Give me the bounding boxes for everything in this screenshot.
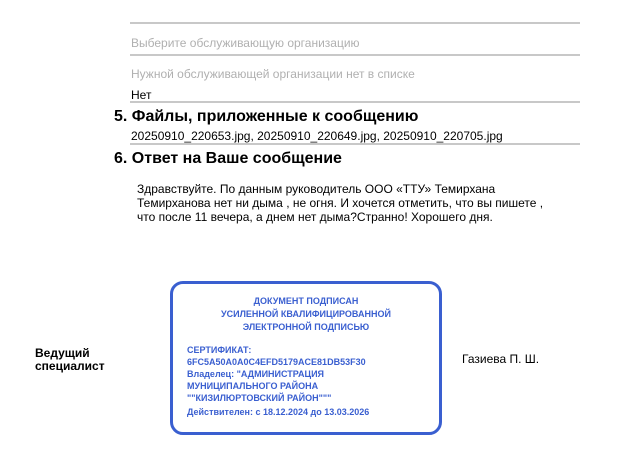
org-missing-field-label: Нужной обслуживающей организации нет в списке [131, 67, 415, 81]
files-underline [130, 143, 580, 145]
signer-position [35, 347, 105, 373]
stamp-title [173, 295, 439, 334]
stamp-certificate [187, 344, 366, 368]
electronic-signature-stamp [170, 281, 442, 435]
stamp-cert-label: СЕРТИФИКАТ: [187, 345, 252, 355]
stamp-title-line2: УСИЛЕННОЙ КВАЛИФИЦИРОВАННОЙ [221, 309, 391, 319]
stamp-cert-value: 6FC5A50A0A0C4EFD5179ACE81DB53F30 [187, 357, 366, 367]
stamp-owner-line2: МУНИЦИПАЛЬНОГО РАЙОНА [187, 381, 319, 391]
stamp-title-line3: ЭЛЕКТРОННОЙ ПОДПИСЬЮ [242, 322, 370, 332]
files-section-heading: 5. Файлы, приложенные к сообщению [114, 108, 419, 125]
signer-position-line2: специалист [35, 359, 105, 373]
stamp-title-line1: ДОКУМЕНТ ПОДПИСАН [253, 296, 359, 306]
answer-text: Здравствуйте. По данным руководитель ООО «ТТУ» Темирхана Темирханова нет ни дыма , не огня. И хочется отметить, что вы пишете , что после 11 вечера, а днем нет дыма?Странно! Хорошего дня. [137, 182, 544, 224]
stamp-owner-line3: ""КИЗИЛЮРТОВСКИЙ РАЙОН""" [187, 393, 332, 403]
org-select-underline [130, 54, 580, 56]
stamp-owner [187, 368, 331, 404]
signer-position-line1: Ведущий [35, 346, 90, 360]
answer-section-heading: 6. Ответ на Ваше сообщение [114, 150, 342, 167]
org-missing-field-value[interactable]: Нет [131, 88, 152, 102]
field-divider-top [130, 22, 580, 24]
org-select-placeholder[interactable]: Выберите обслуживающую организацию [131, 36, 360, 50]
attached-files-list[interactable]: 20250910_220653.jpg, 20250910_220649.jpg, 20250910_220705.jpg [131, 129, 503, 143]
signer-name: Газиева П. Ш. [462, 352, 540, 366]
stamp-owner-line1: Владелец: "АДМИНИСТРАЦИЯ [187, 369, 325, 379]
org-missing-underline [130, 101, 580, 103]
stamp-validity: Действителен: с 18.12.2024 до 13.03.2026 [187, 407, 370, 417]
